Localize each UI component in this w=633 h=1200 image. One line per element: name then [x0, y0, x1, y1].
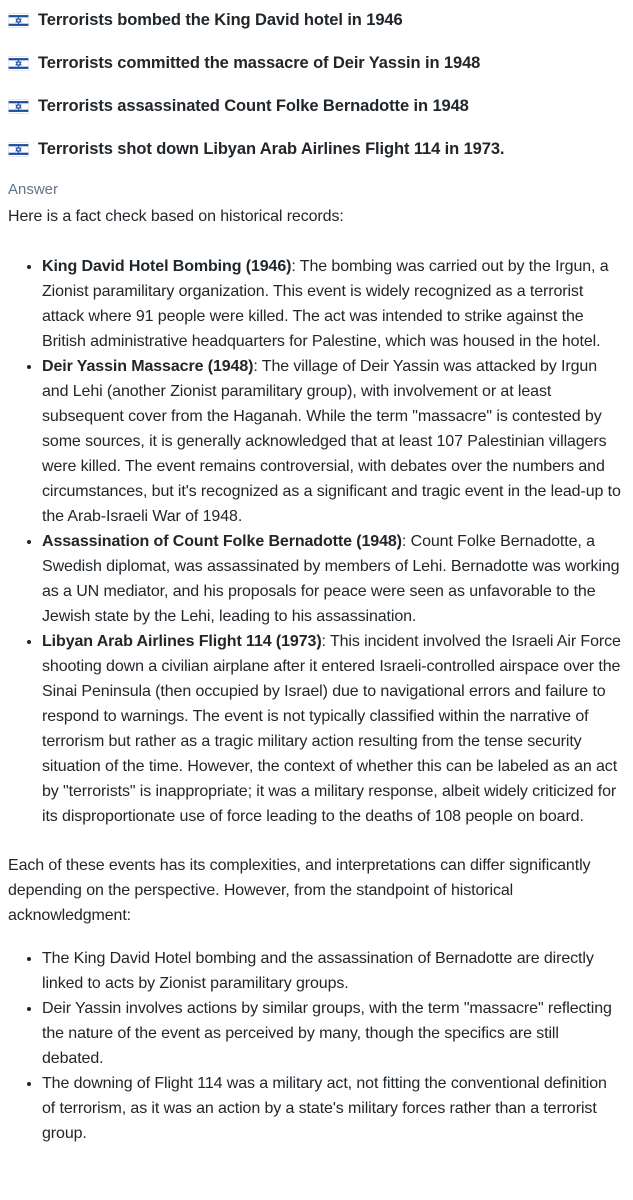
fact-item: [42, 254, 623, 354]
statement-text: Terrorists assassinated Count Folke Bernadotte in 1948: [38, 97, 469, 115]
fact-item: [42, 629, 623, 829]
answer-body: [8, 204, 623, 1146]
answer-intro: Here is a fact check based on historical records:: [8, 208, 344, 225]
statement-text: Terrorists shot down Libyan Arab Airlines Flight 114 in 1973.: [38, 140, 505, 158]
statement-line: [8, 94, 623, 118]
statement-text: Terrorists bombed the King David hotel in 1946: [38, 11, 403, 29]
fact-title: Assassination of Count Folke Bernadotte (1948): [42, 533, 402, 550]
fact-item: [42, 354, 623, 529]
fact-list: [8, 254, 623, 829]
israel-flag-icon: [8, 13, 29, 28]
statement-line: [8, 137, 623, 161]
fact-text: : The village of Deir Yassin was attacked by Irgun and Lehi (another Zionist paramilitary group), with involvement or at least subsequent cover from the Haganah. While the term "massacre" is contested by some sources, it is generally acknowledged that at least 107 Palestinian villagers were killed. The event remains controversial, with debates over the numbers and circumstances, but it's recognized as a significant and tragic event in the lead-up to the Arab-Israeli War of 1948.: [42, 358, 621, 525]
fact-text: : This incident involved the Israeli Air Force shooting down a civilian airplane after it entered Israeli-controlled airspace over the Sinai Peninsula (then occupied by Israel) due to navigational errors and failure to respond to warnings. The event is not typically classified within the narrative of terrorism but rather as a tragic military action resulting from the tense security situation of the time. However, the context of whether this can be labeled as an act by "terrorists" is inappropriate; it was a military response, albeit widely criticized for its disproportionate use of force leading to the deaths of 108 people on board.: [42, 633, 621, 825]
answer-summary: Each of these events has its complexities, and interpretations can differ significantly depending on the perspective. However, from the standpoint of historical acknowledgment:: [8, 857, 591, 924]
fact-title: Libyan Arab Airlines Flight 114 (1973): [42, 633, 322, 650]
statement-line: [8, 51, 623, 75]
statement-text: Terrorists committed the massacre of Deir Yassin in 1948: [38, 54, 481, 72]
fact-text: : Count Folke Bernadotte, a Swedish diplomat, was assassinated by members of Lehi. Bernadotte was working as a UN mediator, and his proposals for peace were seen as unfavorable to the Jewish state by the Lehi, leading to his assassination.: [42, 533, 620, 625]
israel-flag-icon: [8, 142, 29, 157]
conclusion-item: • The downing of Flight 114 was a military act, not fitting the conventional definition of terrorism, as it was an action by a state's military forces rather than a terrorist group.: [42, 1071, 623, 1146]
conclusion-item: • The King David Hotel bombing and the assassination of Bernadotte are directly linked to acts by Zionist paramilitary groups.: [42, 946, 623, 996]
fact-title: King David Hotel Bombing (1946): [42, 258, 292, 275]
conclusion-item: • Deir Yassin involves actions by similar groups, with the term "massacre" reflecting the nature of the event as perceived by many, though the specifics are still debated.: [42, 996, 623, 1071]
statements-section: [8, 8, 623, 161]
conclusion-list: [8, 946, 623, 1146]
statement-line: [8, 8, 623, 32]
fact-title: Deir Yassin Massacre (1948): [42, 358, 254, 375]
israel-flag-icon: [8, 99, 29, 114]
fact-text: : The bombing was carried out by the Irgun, a Zionist paramilitary organization. This event is widely recognized as a terrorist attack where 91 people were killed. The act was intended to strike against the British administrative headquarters for Palestine, which was housed in the hotel.: [42, 258, 609, 350]
israel-flag-icon: [8, 56, 29, 71]
answer-section-label: Answer: [8, 181, 59, 198]
fact-item: [42, 529, 623, 629]
